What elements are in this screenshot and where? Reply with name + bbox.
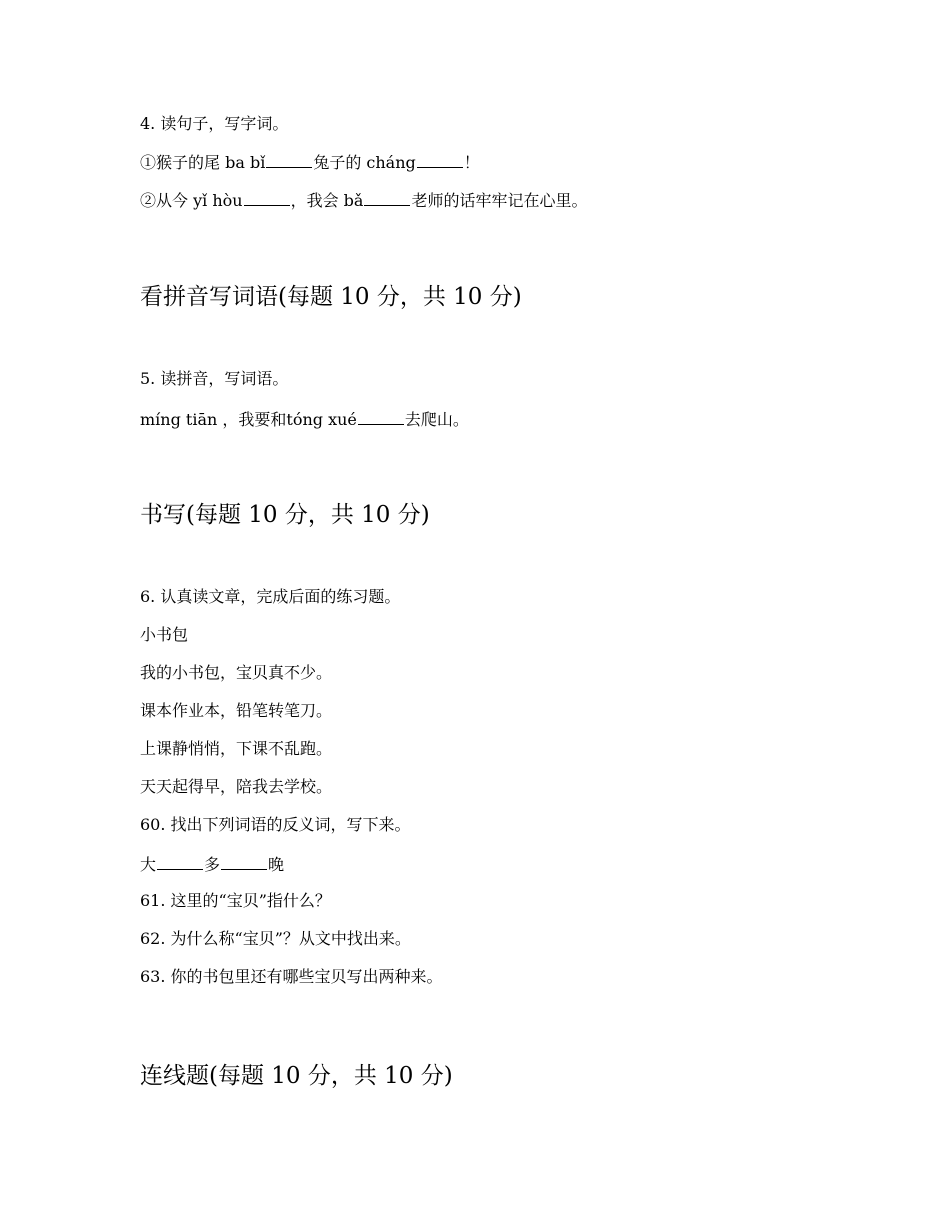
antonym-word: 晚 bbox=[268, 855, 285, 874]
q5-prompt: 5. 读拼音，写词语。 bbox=[140, 369, 289, 388]
section-heading-pinyin: 看拼音写词语(每题 10 分，共 10 分) bbox=[140, 284, 522, 310]
answer-blank[interactable] bbox=[157, 853, 203, 870]
q4-line-1-part-a: ①猴子的尾 ba bǐ bbox=[140, 153, 266, 172]
answer-blank[interactable] bbox=[244, 189, 290, 206]
poem-line: 上课静悄悄，下课不乱跑。 bbox=[140, 739, 333, 758]
poem-line: 天天起得早，陪我去学校。 bbox=[140, 777, 333, 796]
answer-blank[interactable] bbox=[358, 408, 404, 425]
q5-line-1-part-b: 去爬山。 bbox=[404, 410, 469, 429]
q5-line-1-part-a: míng tiān ，我要和tóng xué bbox=[140, 410, 357, 429]
q61-prompt: 61. 这里的“宝贝”指什么？ bbox=[140, 891, 331, 910]
section-heading-writing: 书写(每题 10 分，共 10 分) bbox=[140, 502, 430, 528]
q4-line-1 bbox=[140, 151, 480, 173]
antonym-word: 多 bbox=[204, 855, 221, 874]
q62-prompt: 62. 为什么称“宝贝”？从文中找出来。 bbox=[140, 929, 411, 948]
q5-line-1 bbox=[140, 408, 469, 430]
q4-line-2 bbox=[140, 189, 587, 211]
q6-prompt: 6. 认真读文章，完成后面的练习题。 bbox=[140, 587, 401, 606]
section-heading-matching: 连线题(每题 10 分，共 10 分) bbox=[140, 1063, 453, 1089]
poem-line: 我的小书包，宝贝真不少。 bbox=[140, 663, 333, 682]
answer-blank[interactable] bbox=[417, 151, 463, 168]
q4-line-2-part-a: ②从今 yǐ hòu bbox=[140, 191, 243, 210]
antonym-line bbox=[140, 853, 284, 875]
q4-line-1-part-b: 兔子的 cháng bbox=[313, 153, 416, 172]
poem-title: 小书包 bbox=[140, 625, 189, 644]
answer-blank[interactable] bbox=[266, 151, 312, 168]
q4-line-1-part-c: ！ bbox=[463, 153, 480, 172]
q63-prompt: 63. 你的书包里还有哪些宝贝写出两种来。 bbox=[140, 967, 443, 986]
poem-line: 课本作业本，铅笔转笔刀。 bbox=[140, 701, 333, 720]
q4-prompt: 4. 读句子，写字词。 bbox=[140, 114, 289, 133]
answer-blank[interactable] bbox=[364, 189, 410, 206]
q4-line-2-part-b: ，我会 bǎ bbox=[290, 191, 364, 210]
antonym-word: 大 bbox=[140, 855, 157, 874]
q4-line-2-part-c: 老师的话牢牢记在心里。 bbox=[411, 191, 588, 210]
answer-blank[interactable] bbox=[221, 853, 267, 870]
q60-prompt: 60. 找出下列词语的反义词，写下来。 bbox=[140, 815, 411, 834]
